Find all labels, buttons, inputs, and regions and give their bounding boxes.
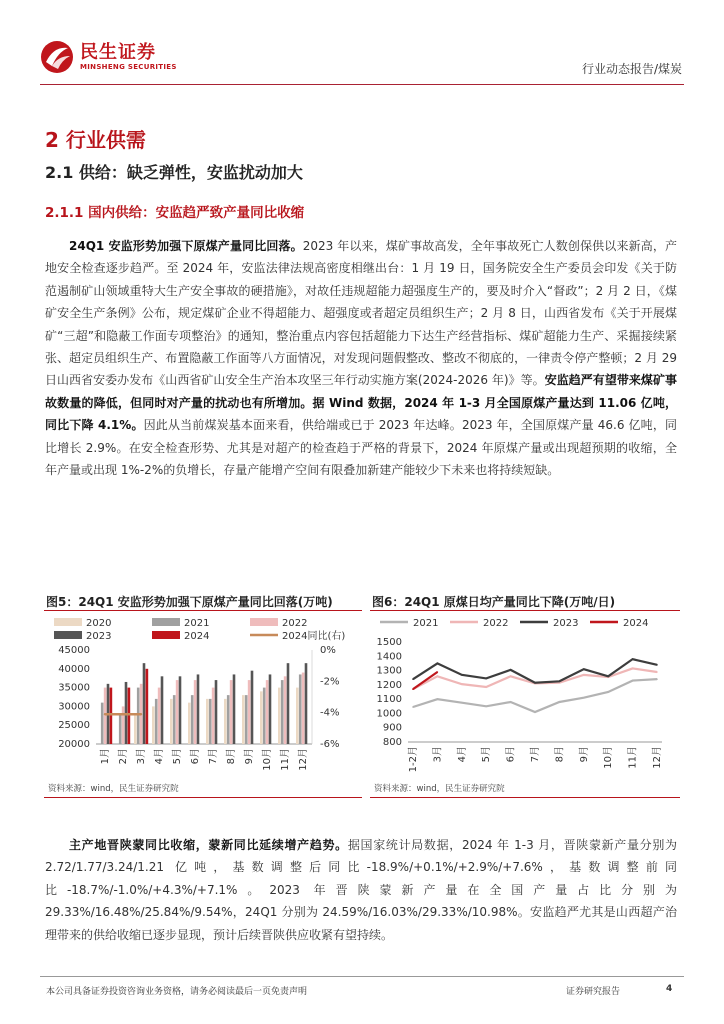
y-tick-label: 1500 xyxy=(376,637,402,648)
y-tick-label: 30000 xyxy=(58,701,90,713)
point-2023 xyxy=(510,669,512,671)
header-divider xyxy=(40,84,684,85)
yoy-point xyxy=(122,713,124,715)
point-2022 xyxy=(461,683,463,685)
daily-output-line-chart xyxy=(370,612,680,780)
paragraph-text: 据国家统计局数据，2024 年 1-3 月，晋陕蒙新产量分别为 2.72/1.77/3.24/1.21 亿吨，基数调整后同比-18.9%/+0.1%/+2.9%/+7.6%，基数调整前同比-18.7%/-1.0%/+4.3%/+7.1%。2023 年晋陕蒙新产量在全国产量占比分别为 29.33%/16.48%/25.84%/9.54%，24Q1 分别为 24.59%/16.03%/29.33%/10.98%。安监趋严尤其是山西超产治理带来的供给收缩已逐步显现，预计后续晋陕供应收紧有望持续。 xyxy=(45,838,677,942)
point-2022 xyxy=(437,675,439,677)
bar-2023-9月 xyxy=(251,671,254,744)
x-tick-label: 12月 xyxy=(652,746,663,769)
x-tick-label: 9月 xyxy=(578,746,590,763)
point-2023 xyxy=(559,680,561,682)
x-tick-label: 6月 xyxy=(190,748,201,765)
bar-2021-6月 xyxy=(191,695,194,744)
bar-2024-1月 xyxy=(110,688,113,744)
y-tick-label: 20000 xyxy=(58,739,90,750)
x-tick-label: 7月 xyxy=(208,748,219,765)
yoy-point xyxy=(104,713,106,715)
y-tick-label: 1400 xyxy=(376,651,402,663)
bar-2021-1月 xyxy=(101,703,104,744)
logo-cn-text: 民生证券 xyxy=(80,42,156,63)
legend-swatch-2022 xyxy=(250,618,278,626)
bar-2022-6月 xyxy=(194,680,197,744)
bar-2024-2月 xyxy=(128,688,131,744)
point-2022 xyxy=(510,675,512,677)
point-2021 xyxy=(607,691,609,693)
bar-2021-11月 xyxy=(281,680,284,744)
series-line-2024 xyxy=(413,672,437,689)
bar-2022-2月 xyxy=(122,706,125,744)
footer-disclaimer: 本公司具备证券投资咨询业务资格，请务必阅读最后一页免责声明 xyxy=(46,987,308,997)
bar-2021-4月 xyxy=(155,699,158,744)
figure-5-title: 图5：24Q1 安监形势加强下原煤产量同比回落(万吨) xyxy=(46,595,333,609)
y-tick-label: 1000 xyxy=(376,708,402,720)
x-tick-label: 11月 xyxy=(627,746,639,769)
point-2021 xyxy=(510,701,512,703)
y-tick-label: 1100 xyxy=(376,694,402,706)
bar-2023-4月 xyxy=(161,676,164,744)
figure-6-rule xyxy=(370,610,680,611)
x-tick-label: 6月 xyxy=(505,746,517,763)
bar-2021-3月 xyxy=(137,688,140,744)
x-tick-label: 11月 xyxy=(280,748,291,771)
point-2023 xyxy=(607,675,609,677)
y-tick-label: 1300 xyxy=(376,665,402,677)
bar-2023-6月 xyxy=(197,674,200,744)
production-bar-chart xyxy=(44,612,362,780)
figure-5-rule xyxy=(44,610,362,611)
bar-2021-12月 xyxy=(299,674,302,744)
x-tick-label: 3月 xyxy=(136,748,147,765)
point-2024 xyxy=(437,671,439,673)
logo-icon xyxy=(40,40,74,74)
legend-label: 2022 xyxy=(483,618,509,629)
bar-2023-5月 xyxy=(179,676,182,744)
bar-2020-4月 xyxy=(152,706,155,744)
y-tick-label: 45000 xyxy=(58,645,90,656)
company-logo xyxy=(40,40,177,74)
x-tick-label: 4月 xyxy=(154,748,165,765)
bar-2020-6月 xyxy=(188,703,191,744)
point-2021 xyxy=(534,711,536,713)
bar-2023-3月 xyxy=(143,663,146,744)
paragraph-supply xyxy=(45,235,677,481)
bar-2022-7月 xyxy=(212,688,215,744)
y2-tick-label: -6% xyxy=(320,739,340,750)
legend-label: 2020 xyxy=(86,618,112,629)
x-tick-label: 7月 xyxy=(530,746,541,763)
bar-2020-7月 xyxy=(206,699,209,744)
bar-2024-3月 xyxy=(146,669,149,744)
legend-label: 2021 xyxy=(413,618,439,629)
bar-2020-5月 xyxy=(170,699,173,744)
x-tick-label: 5月 xyxy=(481,746,493,763)
y2-tick-label: -2% xyxy=(320,676,340,688)
bar-2021-10月 xyxy=(263,688,266,744)
yoy-point xyxy=(140,713,142,715)
bar-2022-9月 xyxy=(248,680,251,744)
report-type: 行业动态报告/煤炭 xyxy=(581,62,682,76)
paragraph-bold: 安监趋严有望带来煤矿事故数量的降低，但同时对产量的扰动也有所增加。据 Wind 数据，2024 年 1-3 月全国原煤产量达到 11.06 亿吨，同比下降 4.1%。 xyxy=(45,373,677,433)
figure-6-source: 资料来源：wind，民生证券研究院 xyxy=(374,784,505,794)
y-tick-label: 35000 xyxy=(58,682,90,694)
bar-2021-5月 xyxy=(173,695,176,744)
bar-2020-11月 xyxy=(278,688,281,744)
bar-2020-3月 xyxy=(134,714,137,744)
bar-2022-10月 xyxy=(266,680,269,744)
y-tick-label: 40000 xyxy=(58,663,90,675)
bar-2023-8月 xyxy=(233,674,236,744)
point-2022 xyxy=(656,671,658,673)
bar-2021-9月 xyxy=(245,695,248,744)
bar-2020-10月 xyxy=(260,691,263,744)
bar-2021-2月 xyxy=(119,714,122,744)
bar-2021-7月 xyxy=(209,699,212,744)
bar-2023-7月 xyxy=(215,680,218,744)
point-2021 xyxy=(583,697,585,699)
x-tick-label: 5月 xyxy=(172,748,183,765)
y-tick-label: 25000 xyxy=(58,720,90,732)
point-2022 xyxy=(485,686,487,688)
bar-2022-1月 xyxy=(104,688,107,744)
section-heading-2: 2.1 供给：缺乏弹性，安监扰动加大 xyxy=(45,163,303,182)
figure-6-bottom-rule xyxy=(370,797,680,798)
x-tick-label: 4月 xyxy=(456,746,468,763)
y-tick-label: 900 xyxy=(382,722,402,734)
figure-6-title: 图6：24Q1 原煤日均产量同比下降(万吨/日) xyxy=(372,595,616,609)
legend-label: 2022 xyxy=(282,618,308,629)
point-2021 xyxy=(485,705,487,707)
point-2021 xyxy=(632,680,634,682)
point-2022 xyxy=(583,674,585,676)
legend-label: 2024同比(右) xyxy=(282,631,346,642)
bar-2020-9月 xyxy=(242,695,245,744)
legend-swatch-2024 xyxy=(152,631,180,639)
x-tick-label: 3月 xyxy=(432,746,444,763)
legend-swatch-2020 xyxy=(54,618,82,626)
point-2023 xyxy=(412,678,414,680)
paragraph-regions xyxy=(45,834,677,946)
bar-2022-11月 xyxy=(284,676,287,744)
legend-label: 2024 xyxy=(184,631,210,642)
paragraph-lead: 24Q1 安监形势加强下原煤产量同比回落。 xyxy=(69,239,303,253)
bar-2022-5月 xyxy=(176,680,179,744)
point-2021 xyxy=(461,702,463,704)
point-2023 xyxy=(583,668,585,670)
y-tick-label: 1200 xyxy=(376,679,402,691)
bar-2023-12月 xyxy=(305,663,308,744)
legend-label: 2023 xyxy=(86,631,112,642)
y2-tick-label: -4% xyxy=(320,707,340,719)
point-2021 xyxy=(559,701,561,703)
x-tick-label: 8月 xyxy=(226,748,237,765)
legend-swatch-2021 xyxy=(152,618,180,626)
legend-label: 2024 xyxy=(623,618,649,629)
section-heading-1: 2 行业供需 xyxy=(45,128,146,152)
section-heading-3: 2.1.1 国内供给：安监趋严致产量同比收缩 xyxy=(45,205,305,221)
paragraph-lead: 主产地晋陕蒙同比收缩，蒙新同比延续增产趋势。 xyxy=(69,838,348,852)
bar-2022-12月 xyxy=(302,673,305,744)
x-tick-label: 10月 xyxy=(603,746,615,769)
point-2021 xyxy=(412,706,414,708)
x-tick-label: 1-2月 xyxy=(408,746,419,773)
point-2023 xyxy=(632,658,634,660)
x-tick-label: 12月 xyxy=(298,748,309,771)
paragraph-text: 2023 年以来，煤矿事故高发，全年事故死亡人数创保供以来新高，产地安全检查逐步趋严。至 2024 年，安监法律法规高密度相继出台：1 月 19 日，国务院安全生产委员会印发《关于防范遏制矿山领域重特大生产安全事故的硬措施》，对故任违规超能力超强度生产的，要及时介入“督政”；2 月 2 日，《煤矿安全生产条例》公布，规定煤矿企业不得超能力、超强度或者超定员组织生产；2 月 8 日，山西省发布《关于开展煤矿“三超”和隐蔽工作面专项整治》的通知，整治重点内容包括超能力下达生产经营指标、煤矿超能力生产、采掘接续紧张、超定员组织生产、布置隐蔽工作面等八方面情况，对发现问题假整改、整改不彻底的，一律责令停产整顿；2 月 29 日山西省安委办发布《山西省矿山安全生产治本攻坚三年行动实施方案(2024-2026 年)》等。 xyxy=(45,239,677,388)
legend-label: 2023 xyxy=(553,618,579,629)
figure-5-bottom-rule xyxy=(44,797,362,798)
point-2021 xyxy=(437,698,439,700)
page-number: 4 xyxy=(666,984,673,994)
x-tick-label: 2月 xyxy=(118,748,129,765)
point-2023 xyxy=(534,682,536,684)
x-tick-label: 8月 xyxy=(554,746,566,763)
bar-2023-11月 xyxy=(287,663,290,744)
x-tick-label: 9月 xyxy=(244,748,255,765)
footer-divider xyxy=(40,976,684,977)
bar-2022-4月 xyxy=(158,688,161,744)
bar-2020-8月 xyxy=(224,699,227,744)
footer-label: 证券研究报告 xyxy=(566,987,621,997)
point-2022 xyxy=(632,668,634,670)
point-2023 xyxy=(461,674,463,676)
point-2021 xyxy=(656,678,658,680)
x-tick-label: 10月 xyxy=(262,748,273,771)
point-2024 xyxy=(412,688,414,690)
bar-2023-10月 xyxy=(269,674,272,744)
point-2023 xyxy=(437,663,439,665)
x-tick-label: 1月 xyxy=(100,748,111,765)
figure-5-source: 资料来源：wind，民生证券研究院 xyxy=(48,784,179,794)
bar-2021-8月 xyxy=(227,695,230,744)
bar-2020-12月 xyxy=(296,688,299,744)
bar-2022-8月 xyxy=(230,680,233,744)
point-2023 xyxy=(485,678,487,680)
legend-swatch-2023 xyxy=(54,631,82,639)
legend-label: 2021 xyxy=(184,618,210,629)
logo-en-text: MINSHENG SECURITIES xyxy=(80,63,177,71)
paragraph-text-2: 因此从当前煤炭基本面来看，供给端或已于 2023 年达峰。2023 年，全国原煤产量 46.6 亿吨，同比增长 2.9%。在安全检查形势、尤其是对超产的检查趋于严格的背景下，2024 年原煤产量或出现超预期的收缩，全年产量或出现 1%-2%的负增长，存量产能增产空间有限叠加新建产能较少下未来也将持续短缺。 xyxy=(45,418,677,478)
y2-tick-label: 0% xyxy=(320,645,336,656)
y-tick-label: 800 xyxy=(382,737,402,748)
bar-2023-2月 xyxy=(125,682,128,744)
point-2023 xyxy=(656,664,658,666)
